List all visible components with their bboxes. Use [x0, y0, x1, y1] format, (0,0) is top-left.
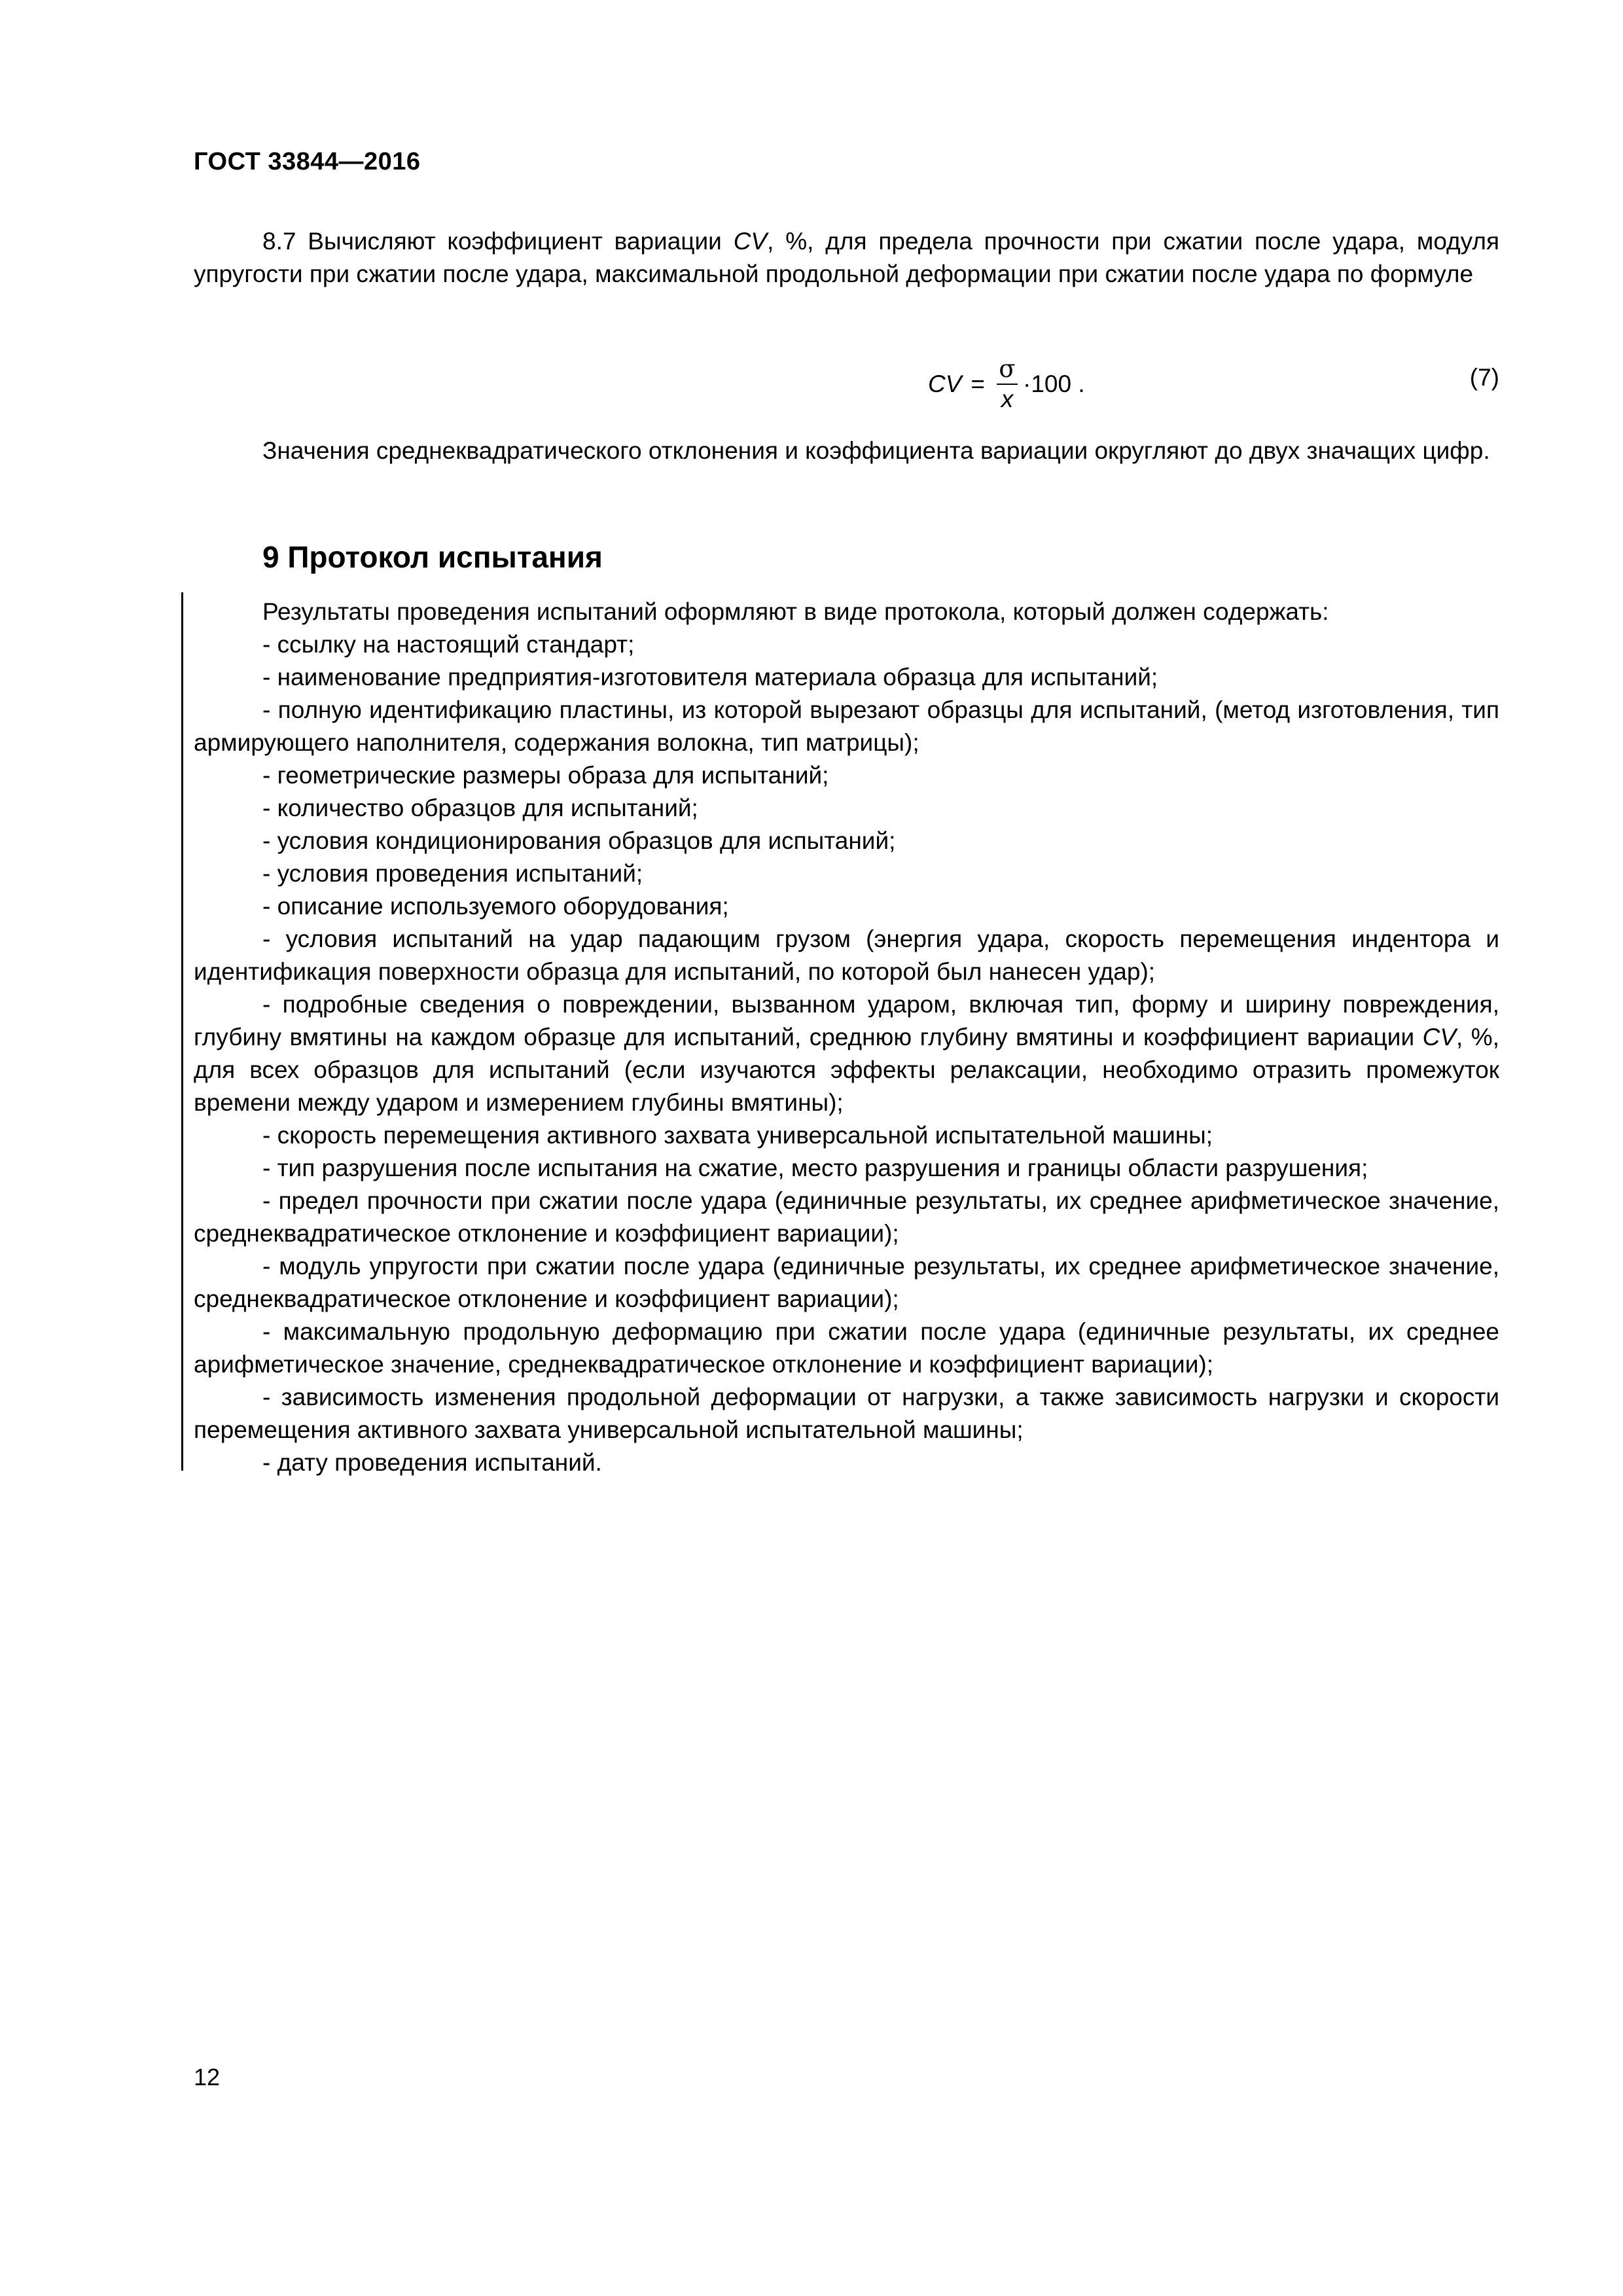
rounding-note: Значения среднеквадратического отклонения и коэффициента вариации округляют до двух значащих цифр.	[262, 437, 1490, 464]
cv-symbol: CV	[733, 228, 768, 255]
list-item: - ссылку на настоящий стандарт;	[262, 631, 635, 658]
list-item: - предел прочности при сжатии после удара (единичные результаты, их среднее арифметическое значение, среднеквадратическое отклонение и коэффициент вариации);	[194, 1187, 1499, 1247]
list-item: - максимальную продольную деформацию при сжатии после удара (единичные результаты, их среднее арифметическое значение, среднеквадратическое отклонение и коэффициент вариации);	[194, 1318, 1499, 1378]
formula-numerator: σ	[999, 355, 1016, 383]
revision-change-bar	[181, 592, 183, 1471]
section-heading: 9 Протокол испытания	[262, 540, 603, 574]
formula-fraction	[997, 355, 1018, 414]
list-item: - тип разрушения после испытания на сжатие, место разрушения и границы области разрушения;	[262, 1155, 1368, 1181]
list-item: - скорость перемещения активного захвата универсальной испытательной машины;	[262, 1122, 1213, 1149]
formula-row	[194, 344, 1499, 423]
list-item-damage-details	[194, 988, 1499, 1119]
protocol-requirements	[194, 596, 1499, 1479]
clause-text-end: , %, для предела прочности при сжатии после удара, модуля упругости при сжатии после удара, максимальной продольной деформации при сжатии после удара по формуле	[194, 228, 1499, 287]
formula-equals: =	[971, 370, 986, 397]
formula-number: (7)	[1469, 364, 1499, 391]
list-item: - условия испытаний на удар падающим грузом (энергия удара, скорость перемещения индентора и идентификация поверхности образца для испытаний, по которой был нанесен удар);	[194, 925, 1499, 985]
clause-text-start: 8.7 Вычисляют коэффициент вариации	[262, 228, 734, 255]
formula-lhs: CV	[928, 370, 962, 397]
list-item: - условия кондиционирования образцов для испытаний;	[262, 827, 896, 854]
list-item: - геометрические размеры образа для испытаний;	[262, 762, 829, 789]
list-item: - дату проведения испытаний.	[262, 1449, 602, 1476]
running-header: ГОСТ 33844—2016	[194, 148, 421, 175]
list-item: - модуль упругости при сжатии после удара (единичные результаты, их среднее арифметическое значение, среднеквадратическое отклонение и коэффициент вариации);	[194, 1253, 1499, 1312]
page-number: 12	[194, 2064, 221, 2090]
cv-symbol: CV	[1422, 1024, 1457, 1050]
clause-8-7-paragraph	[194, 225, 1499, 291]
cv-formula	[928, 355, 1088, 414]
list-item: - количество образцов для испытаний;	[262, 795, 698, 821]
damage-text-start: - подробные сведения о повреждении, вызванном ударом, включая тип, форму и ширину повреждения, глубину вмятины на каждом образце для испытаний, среднюю глубину вмятины и коэффициент вариации	[194, 991, 1499, 1050]
protocol-intro: Результаты проведения испытаний оформляют в виде протокола, который должен содержать:	[262, 598, 1329, 625]
rounding-note-block	[194, 435, 1499, 467]
list-item: - условия проведения испытаний;	[262, 860, 643, 887]
list-item: - наименование предприятия-изготовителя материала образца для испытаний;	[262, 664, 1158, 691]
list-item: - зависимость изменения продольной деформации от нагрузки, а также зависимость нагрузки и скорости перемещения активного захвата универсальной испытательной машины;	[194, 1384, 1499, 1443]
clause-8-7	[194, 225, 1499, 291]
list-item: - полную идентификацию пластины, из которой вырезают образцы для испытаний, (метод изготовления, тип армирующего наполнителя, содержания волокна, тип матрицы);	[194, 696, 1499, 756]
formula-denominator: x	[1001, 386, 1014, 412]
list-item: - описание используемого оборудования;	[262, 893, 729, 920]
damage-text-end: , %, для всех образцов для испытаний (если изучаются эффекты релаксации, необходимо отразить промежуток времени между ударом и измерением глубины вмятины);	[194, 1024, 1499, 1116]
formula-multiplier: ·100 .	[1023, 370, 1085, 397]
